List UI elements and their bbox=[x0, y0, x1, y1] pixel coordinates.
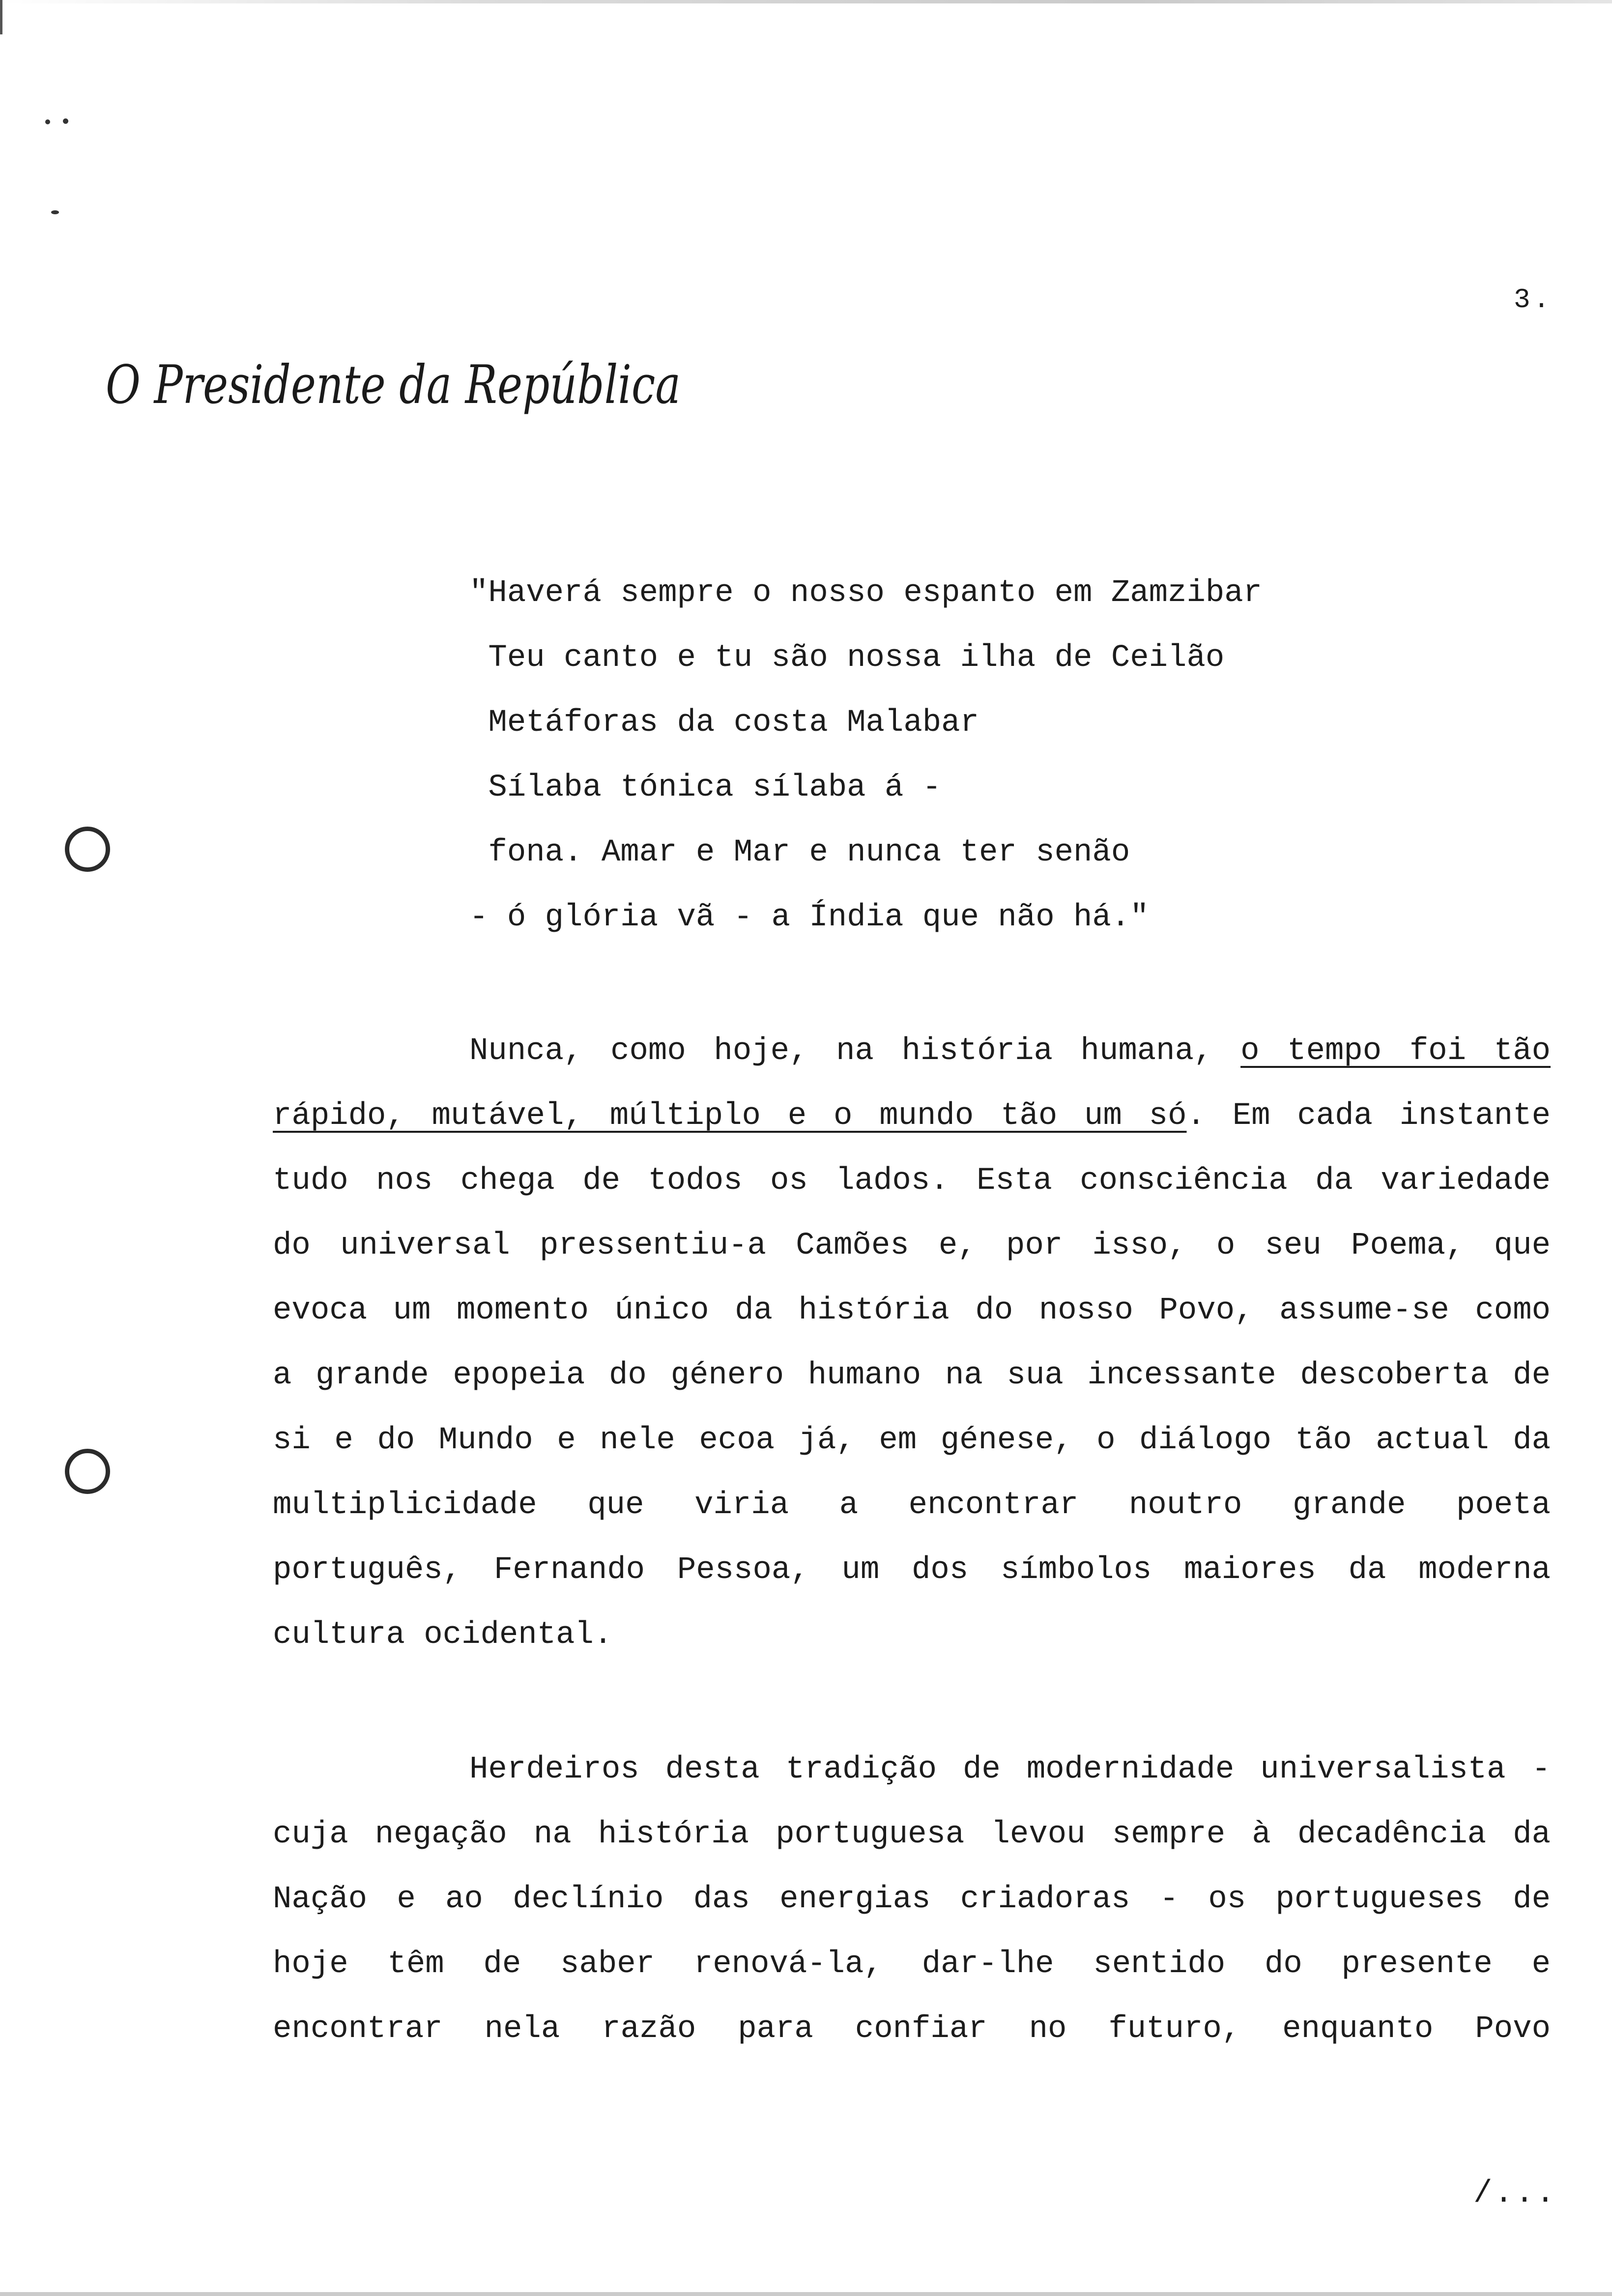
paragraph-line: evoca um momento único da história do nosso Povo, assume-se como bbox=[273, 1293, 1551, 1328]
punch-hole-top bbox=[65, 827, 110, 872]
verse-line: Sílaba tónica sílaba á - bbox=[469, 770, 942, 805]
paragraph-line bbox=[273, 1094, 1551, 1159]
scan-top-edge bbox=[0, 0, 1612, 3]
underlined-text: o tempo foi tão bbox=[1240, 1033, 1551, 1069]
paragraph-line: encontrar nela razão para confiar no futuro, enquanto Povo bbox=[273, 2011, 1551, 2047]
text-run: Nunca, como hoje, na história humana, bbox=[469, 1033, 1241, 1069]
paragraph-line: Herdeiros desta tradição de modernidade universalista - bbox=[469, 1752, 1551, 1787]
paragraph-line: multiplicidade que viria a encontrar noutro grande poeta bbox=[273, 1488, 1551, 1523]
svg-text:O Presidente da República: O Presidente da República bbox=[106, 354, 681, 416]
scan-speck bbox=[63, 118, 68, 124]
verse-line: Teu canto e tu são nossa ilha de Ceilão bbox=[469, 640, 1225, 676]
text-run: . Em cada instante bbox=[1186, 1098, 1551, 1134]
paragraph-2 bbox=[273, 1748, 1551, 2072]
verse-line: "Haverá sempre o nosso espanto em Zamzibar bbox=[469, 575, 1263, 611]
paragraph-1 bbox=[273, 1029, 1551, 1678]
scan-bottom-edge bbox=[0, 2292, 1612, 2296]
paragraph-line: Nação e ao declínio das energias criadoras - os portugueses de bbox=[273, 1882, 1551, 1917]
verse-line: - ó glória vã - a Índia que não há." bbox=[469, 900, 1149, 935]
underlined-text: rápido, mutável, múltiplo e o mundo tão um só bbox=[273, 1098, 1187, 1134]
paragraph-line bbox=[273, 1029, 1551, 1094]
letterhead-script-image bbox=[106, 344, 695, 437]
paragraph-line: hoje têm de saber renová-la, dar-lhe sentido do presente e bbox=[273, 1947, 1551, 1982]
paragraph-line: do universal pressentiu-a Camões e, por isso, o seu Poema, que bbox=[273, 1228, 1551, 1263]
paragraph-line: tudo nos chega de todos os lados. Esta consciência da variedade bbox=[273, 1163, 1551, 1199]
paragraph-line: cultura ocidental. bbox=[273, 1617, 613, 1653]
scan-speck bbox=[45, 119, 50, 124]
letterhead-script bbox=[106, 344, 695, 437]
punch-hole-bottom bbox=[65, 1449, 110, 1494]
verse-line: fona. Amar e Mar e nunca ter senão bbox=[469, 835, 1130, 870]
scan-left-mark bbox=[0, 0, 2, 34]
paragraph-line: a grande epopeia do género humano na sua incessante descoberta de bbox=[273, 1358, 1551, 1393]
verse-line: Metáforas da costa Malabar bbox=[469, 705, 979, 741]
paragraph-line: cuja negação na história portuguesa levou sempre à decadência da bbox=[273, 1817, 1551, 1852]
quoted-verse bbox=[469, 571, 1262, 960]
scan-speck bbox=[51, 210, 59, 214]
paragraph-line: si e do Mundo e nele ecoa já, em génese, o diálogo tão actual da bbox=[273, 1423, 1551, 1458]
paragraph-line: português, Fernando Pessoa, um dos símbolos maiores da moderna bbox=[273, 1552, 1551, 1588]
continuation-mark: /... bbox=[1473, 2176, 1557, 2211]
page-number: 3. bbox=[1514, 284, 1553, 316]
